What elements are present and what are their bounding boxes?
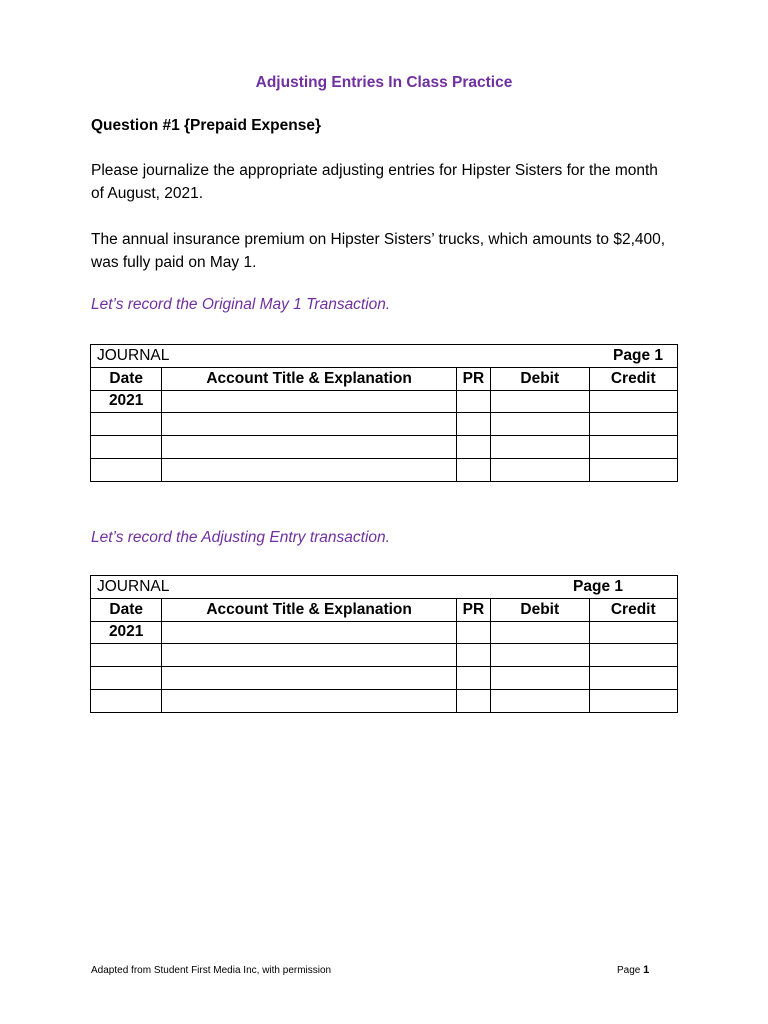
account-cell[interactable]	[162, 458, 456, 481]
pr-cell[interactable]	[456, 644, 490, 667]
page-title: Adjusting Entries In Class Practice	[255, 74, 513, 91]
date-cell[interactable]	[91, 458, 162, 481]
header-account: Account Title & Explanation	[162, 367, 456, 390]
header-pr: PR	[456, 367, 490, 390]
footer-credit: Adapted from Student First Media Inc, with permission	[91, 965, 332, 976]
journal-page-label: Page 1	[613, 347, 663, 364]
table-row	[91, 458, 678, 481]
account-cell[interactable]	[162, 436, 456, 459]
date-cell[interactable]	[91, 689, 162, 712]
credit-cell[interactable]	[589, 413, 677, 436]
debit-cell[interactable]	[491, 390, 590, 413]
pr-cell[interactable]	[456, 458, 490, 481]
header-date: Date	[91, 598, 162, 621]
credit-cell[interactable]	[589, 458, 677, 481]
pr-cell[interactable]	[456, 667, 490, 690]
credit-cell[interactable]	[589, 667, 677, 690]
header-pr: PR	[456, 598, 490, 621]
date-cell[interactable]	[91, 436, 162, 459]
date-cell[interactable]: 2021	[91, 390, 162, 413]
journal-title-row	[91, 576, 678, 599]
credit-cell[interactable]	[589, 689, 677, 712]
journal-table-adjusting	[90, 575, 678, 713]
date-cell[interactable]	[91, 644, 162, 667]
journal-title: JOURNAL	[97, 578, 170, 595]
credit-cell[interactable]	[589, 436, 677, 459]
account-cell[interactable]	[162, 390, 456, 413]
credit-cell[interactable]	[589, 390, 677, 413]
footer-page-digit: 1	[643, 964, 650, 976]
debit-cell[interactable]	[491, 667, 590, 690]
instructions-paragraph: Please journalize the appropriate adjusting entries for Hipster Sisters for the month of August, 2021.	[91, 162, 658, 202]
pr-cell[interactable]	[456, 413, 490, 436]
header-account: Account Title & Explanation	[162, 598, 456, 621]
debit-cell[interactable]	[491, 413, 590, 436]
debit-cell[interactable]	[491, 689, 590, 712]
section-label-adjusting: Let’s record the Adjusting Entry transaction.	[91, 529, 390, 546]
table-row	[91, 390, 678, 413]
section-label-original: Let’s record the Original May 1 Transaction.	[91, 296, 391, 313]
header-debit: Debit	[491, 598, 590, 621]
journal-page-label: Page 1	[573, 578, 623, 595]
table-row	[91, 621, 678, 644]
pr-cell[interactable]	[456, 689, 490, 712]
header-date: Date	[91, 367, 162, 390]
date-cell[interactable]: 2021	[91, 621, 162, 644]
scenario-paragraph: The annual insurance premium on Hipster Sisters’ trucks, which amounts to $2,400, was fully paid on May 1.	[91, 231, 666, 271]
debit-cell[interactable]	[491, 621, 590, 644]
pr-cell[interactable]	[456, 436, 490, 459]
pr-cell[interactable]	[456, 621, 490, 644]
account-cell[interactable]	[162, 413, 456, 436]
date-cell[interactable]	[91, 667, 162, 690]
header-credit: Credit	[589, 367, 677, 390]
table-row	[91, 667, 678, 690]
footer-page-word: Page	[617, 965, 641, 976]
account-cell[interactable]	[162, 621, 456, 644]
table-row	[91, 644, 678, 667]
debit-cell[interactable]	[491, 458, 590, 481]
question-title: Question #1 {Prepaid Expense}	[91, 117, 322, 134]
header-debit: Debit	[491, 367, 590, 390]
journal-title: JOURNAL	[97, 347, 170, 364]
table-row	[91, 436, 678, 459]
journal-table-original	[90, 344, 678, 482]
credit-cell[interactable]	[589, 644, 677, 667]
pr-cell[interactable]	[456, 390, 490, 413]
table-row	[91, 689, 678, 712]
account-cell[interactable]	[162, 667, 456, 690]
journal-title-row	[91, 345, 678, 368]
account-cell[interactable]	[162, 644, 456, 667]
debit-cell[interactable]	[491, 644, 590, 667]
debit-cell[interactable]	[491, 436, 590, 459]
header-credit: Credit	[589, 598, 677, 621]
credit-cell[interactable]	[589, 621, 677, 644]
date-cell[interactable]	[91, 413, 162, 436]
table-row	[91, 413, 678, 436]
footer-page-number	[617, 964, 649, 976]
account-cell[interactable]	[162, 689, 456, 712]
